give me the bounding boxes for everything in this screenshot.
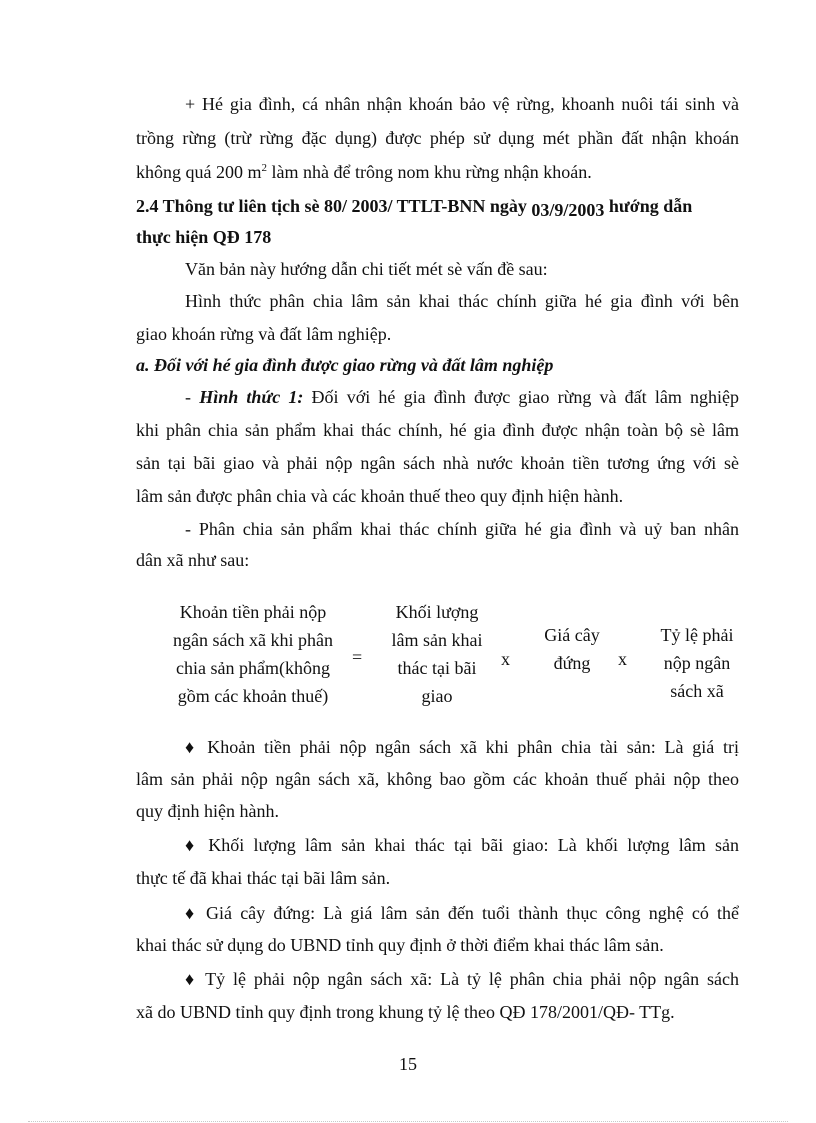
paragraph-2-line-2: giao khoán rừng và đất lâm nghiệp. — [136, 324, 392, 344]
diamond-bullet-icon: ♦ — [185, 903, 198, 923]
paragraph-1-line-3 — [136, 161, 592, 183]
form-1-line-4: lâm sản được phân chia và các khoản thuế theo quy định hiện hành. — [136, 486, 624, 506]
intro-text: Văn bản này hướng dẫn chi tiết mét sè vấn đề sau: — [185, 259, 548, 279]
paragraph-1-line-1: + Hé gia đình, cá nhân nhận khoán bảo vệ rừng, khoanh nuôi tái sinh và — [185, 94, 739, 114]
formula-term-2-line-4: giao — [421, 686, 453, 706]
page-bottom-divider — [28, 1121, 788, 1122]
section-heading-part-1: 2.4 Thông tư liên tịch sè 80/ 2003/ TTLT-BNN ngày — [136, 196, 527, 216]
superscript-2: 2 — [261, 162, 267, 174]
formula-term-2-line-3: thác tại bãi — [397, 658, 477, 678]
form-1-line-1-rest: Đối với hé gia đình được giao rừng và đất lâm nghiệp — [311, 387, 740, 407]
diamond-bullet-icon: ♦ — [185, 969, 198, 989]
division-line-1: - Phân chia sản phẩm khai thác chính giữa hé gia đình và uỷ ban nhân — [185, 519, 739, 539]
diamond-bullet-icon: ♦ — [185, 835, 199, 855]
division-line-2: dân xã như sau: — [136, 550, 250, 570]
bullet-1-line-1 — [185, 736, 739, 758]
form-1-line-1 — [185, 386, 739, 408]
section-heading-line-2: thực hiện QĐ 178 — [136, 227, 272, 247]
formula-term-4-line-2: nộp ngân — [663, 653, 731, 673]
bullet-3-line-2: khai thác sử dụng do UBND tỉnh quy định ở thời điểm khai thác lâm sản. — [136, 935, 664, 955]
bullet-3-text: Giá cây đứng: Là giá lâm sản đến tuổi thành thục công nghệ có thể — [206, 903, 739, 923]
bullet-1-line-2: lâm sản phải nộp ngân sách xã, không bao gồm các khoản thuế phải nộp theo — [136, 769, 739, 789]
formula-term-1-line-4: gồm các khoản thuế) — [177, 686, 329, 706]
paragraph-1-line-2: trồng rừng (trừ rừng đặc dụng) được phép sử dụng mét phần đất nhận khoán — [136, 128, 739, 148]
equals-sign: = — [352, 647, 363, 667]
formula-term-3-line-2: đứng — [553, 653, 591, 673]
form-1-line-2: khi phân chia sản phẩm khai thác chính, hé gia đình được nhận toàn bộ sè lâm — [136, 420, 739, 440]
formula-term-1-line-3: chia sản phẩm(không — [176, 658, 330, 678]
paragraph-1-line-3-start: không quá 200 m — [136, 162, 262, 182]
form-1-label: Hình thức 1: — [199, 387, 304, 407]
section-heading — [136, 195, 693, 220]
subheading-a: a. Đối với hé gia đình được giao rừng và đất lâm nghiệp — [136, 355, 554, 375]
bullet-2-line-2: thực tế đã khai thác tại bãi lâm sản. — [136, 868, 391, 888]
bullet-4-line-2: xã do UBND tỉnh quy định trong khung tỷ lệ theo QĐ 178/2001/QĐ- TTg. — [136, 1002, 675, 1022]
bullet-1-text: Khoản tiền phải nộp ngân sách xã khi phân chia tài sản: Là giá trị — [207, 737, 740, 757]
bullet-2-line-1 — [185, 834, 739, 856]
form-1-line-3: sản tại bãi giao và phải nộp ngân sách nhà nước khoản tiền tương ứng với sè — [136, 453, 739, 473]
formula-term-1-line-1: Khoản tiền phải nộp — [179, 602, 327, 622]
paragraph-2-line-1: Hình thức phân chia lâm sản khai thác chính giữa hé gia đình với bên — [185, 291, 739, 311]
form-1-dash: - — [185, 387, 191, 407]
section-heading-part-2: hướng dẫn — [608, 196, 693, 216]
formula-term-2-line-2: lâm sản khai — [391, 630, 483, 650]
formula-term-2-line-1: Khối lượng — [395, 602, 479, 622]
bullet-3-line-1 — [185, 902, 739, 924]
multiply-sign-1: x — [501, 649, 510, 669]
diamond-bullet-icon: ♦ — [185, 737, 199, 757]
bullet-2-text: Khối lượng lâm sản khai thác tại bãi giao: Là khối lượng lâm sản — [208, 835, 740, 855]
formula-term-4-line-1: Tỷ lệ phải — [660, 625, 734, 645]
page-number: 15 — [399, 1054, 417, 1074]
section-heading-date: 03/9/2003 — [531, 200, 605, 220]
formula-term-3-line-1: Giá cây — [544, 625, 600, 645]
bullet-1-line-3: quy định hiện hành. — [136, 801, 279, 821]
multiply-sign-2: x — [618, 649, 627, 669]
formula-term-4-line-3: sách xã — [670, 681, 724, 701]
bullet-4-text: Tỷ lệ phải nộp ngân sách xã: Là tỷ lệ phân chia phải nộp ngân sách — [205, 969, 739, 989]
paragraph-1-line-3-end: làm nhà để trông nom khu rừng nhận khoán. — [267, 162, 592, 182]
bullet-4-line-1 — [185, 968, 739, 990]
formula-term-1-line-2: ngân sách xã khi phân — [173, 630, 333, 650]
